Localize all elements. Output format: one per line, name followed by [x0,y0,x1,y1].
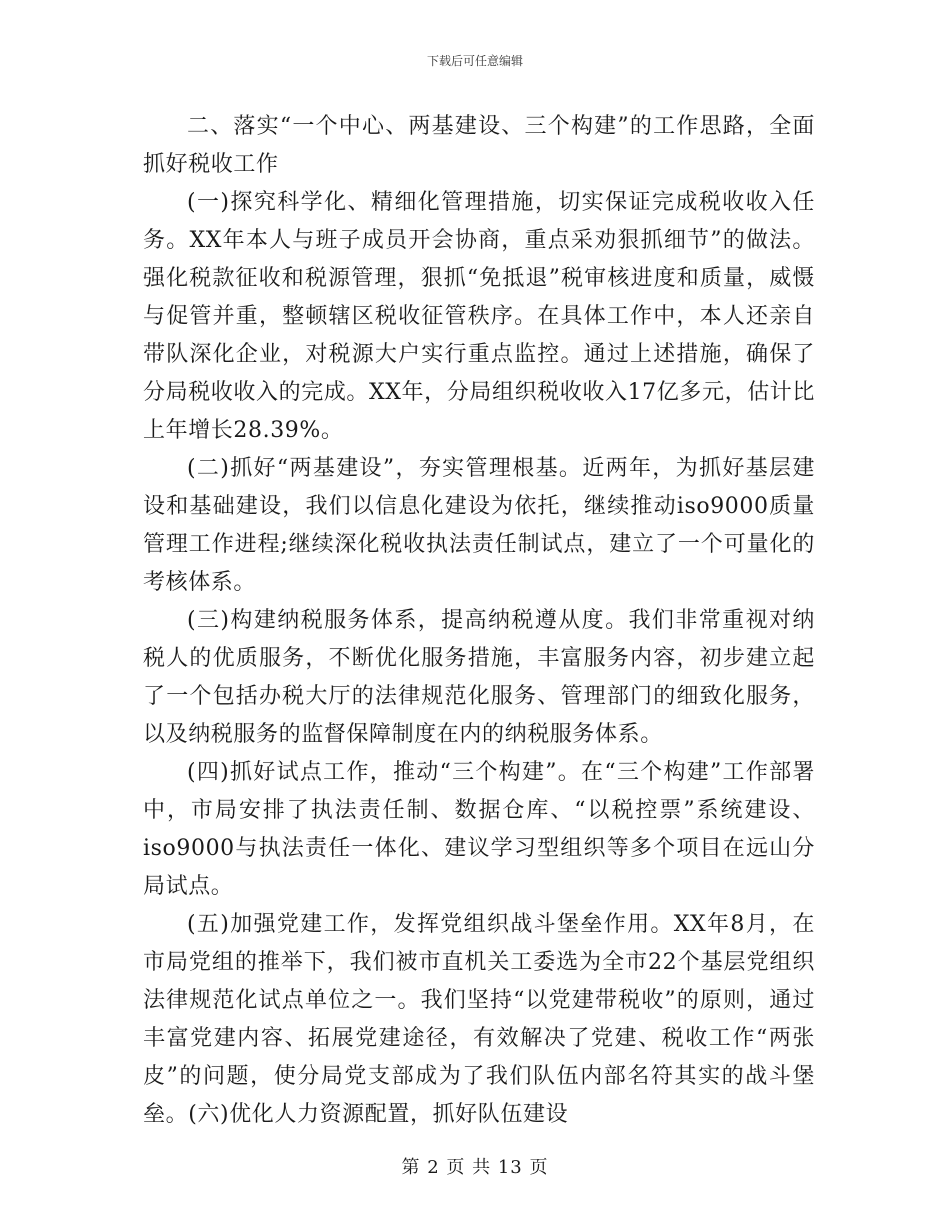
page-number-footer: 第 2 页 共 13 页 [401,1157,549,1178]
paragraph-2: (二)抓好“两基建设”，夯实管理根基。近两年，为抓好基层建设和基础建设，我们以信息化建设为依托，继续推动iso9000质量管理工作进程;继续深化税收执法责任制试点，建立了一个可量化的考核体系。 [143,456,815,595]
page-header: 下载后可任意编辑 [426,54,523,68]
paragraph-5: (五)加强党建工作，发挥党组织战斗堡垒作用。XX年8月，在市局党组的推举下，我们被市直机关工委选为全市22个基层党组织法律规范化试点单位之一。我们坚持“以党建带税收”的原则，通过丰富党建内容、拓展党建途径，有效解决了党建、税收工作“两张皮”的问题，使分局党支部成为了我们队伍内部名符其实的战斗堡垒。(六)优化人力资源配置，抓好队伍建设 [143,912,815,1127]
paragraph-1: (一)探究科学化、精细化管理措施，切实保证完成税收收入任务。XX年本人与班子成员开会协商，重点采劝狠抓细节”的做法。强化税款征收和税源管理，狠抓“免抵退”税审核进度和质量，威慑与促管并重，整顿辖区税收征管秩序。在具体工作中，本人还亲自带队深化企业，对税源大户实行重点监控。通过上述措施，确保了分局税收收入的完成。XX年，分局组织税收收入17亿多元，估计比上年增长28.39%。 [143,190,815,443]
section-heading: 二、落实“一个中心、两基建设、三个构建”的工作思路，全面抓好税收工作 [143,114,815,177]
paragraph-4: (四)抓好试点工作，推动“三个构建”。在“三个构建”工作部署中，市局安排了执法责任制、数据仓库、“以税控票”系统建设、iso9000与执法责任一体化、建议学习型组织等多个项目在远山分局试点。 [143,760,815,899]
document-body [143,108,815,1134]
paragraph-3: (三)构建纳税服务体系，提高纳税遵从度。我们非常重视对纳税人的优质服务，不断优化服务措施，丰富服务内容，初步建立起了一个包括办税大厅的法律规范化服务、管理部门的细致化服务，以及纳税服务的监督保障制度在内的纳税服务体系。 [143,608,815,747]
